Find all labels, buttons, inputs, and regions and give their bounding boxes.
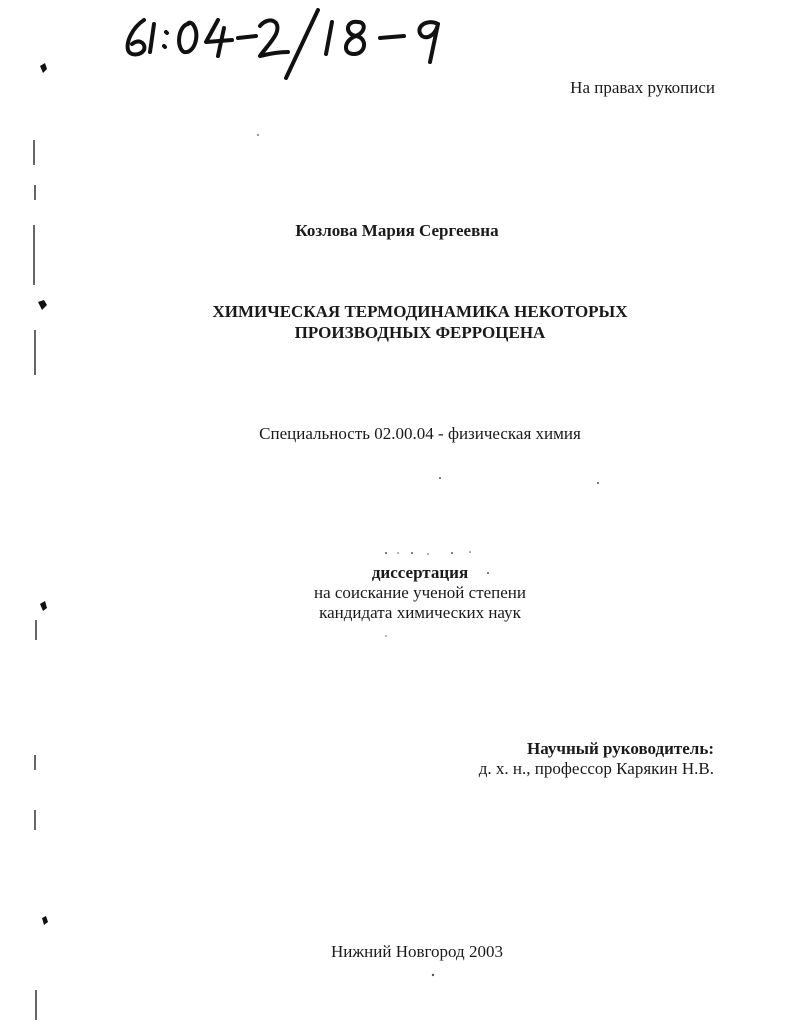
title-line-2: ПРОИЗВОДНЫХ ФЕРРОЦЕНА	[294, 323, 546, 342]
handwritten-archive-code	[118, 6, 458, 80]
supervisor-block	[479, 739, 714, 779]
rights-notice: На правах рукописи	[570, 78, 715, 97]
supervisor-label: Научный руководитель:	[527, 739, 714, 758]
thesis-kind: диссертация	[371, 563, 469, 582]
specialty: Специальность 02.00.04 - физическая химия	[259, 424, 581, 443]
thesis-field-line: кандидата химических наук	[319, 603, 521, 622]
supervisor-name: д. х. н., профессор Карякин Н.В.	[478, 759, 714, 778]
thesis-description	[0, 563, 794, 623]
author-name: Козлова Мария Сергеевна	[295, 221, 499, 240]
title-line-1: ХИМИЧЕСКАЯ ТЕРМОДИНАМИКА НЕКОТОРЫХ	[212, 302, 628, 321]
thesis-degree-line: на соискание ученой степени	[313, 583, 527, 602]
scan-margin-marks	[0, 0, 60, 1026]
city-year: Нижний Новгород 2003	[331, 942, 503, 961]
dissertation-title	[0, 301, 794, 343]
